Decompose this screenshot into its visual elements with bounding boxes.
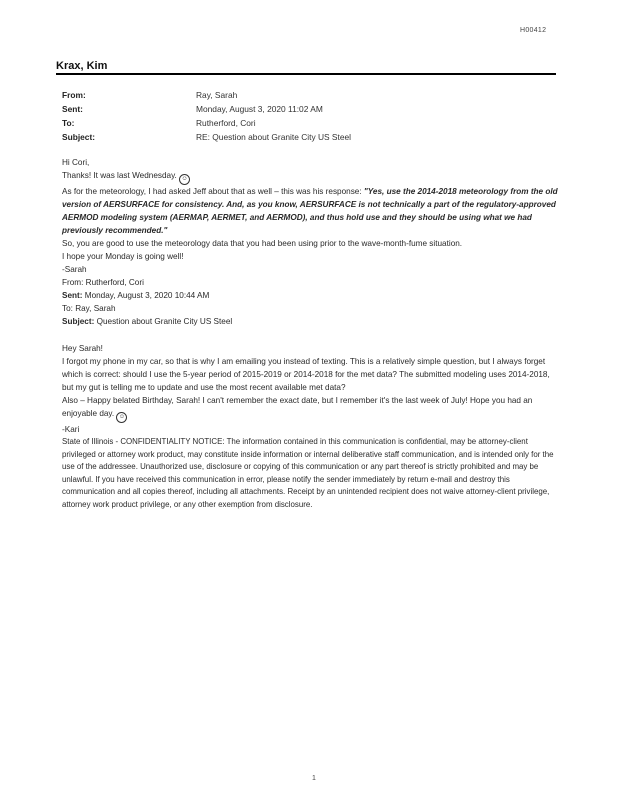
signature-kari: -Kari bbox=[62, 425, 80, 434]
from-value: Ray, Sarah bbox=[196, 90, 238, 100]
confidentiality-notice: State of Illinois - CONFIDENTIALITY NOTICE: The information contained in this communication is confidential, may be attorney-client privileged or attorney work product, may constitute inside information or internal deliberative staff communication, and is intended only for the use of the addressee. Unauthorized use, disclosure or copying of this communication or any part thereof is strictly prohibited and may be unlawful. If you have received this communication in error, please notify the sender immediately by return e-mail and destroy this communication and all copies thereof, including all attachments. Receipt by an unintended recipient does not waive attorney-client privilege, attorney work product privilege, or any other exemption from disclosure. bbox=[62, 437, 554, 509]
forwarded-subject-label: Subject: bbox=[62, 317, 95, 326]
thanks-line bbox=[62, 169, 560, 185]
from-label: From: bbox=[62, 90, 86, 100]
to-label: To: bbox=[62, 118, 75, 128]
email-body bbox=[62, 156, 560, 511]
forwarded-sent bbox=[62, 289, 560, 302]
sent-label: Sent: bbox=[62, 104, 83, 114]
forwarded-sent-label: Sent: bbox=[62, 291, 83, 300]
greeting: Hi Cori, bbox=[62, 158, 90, 167]
sent-value: Monday, August 3, 2020 11:02 AM bbox=[196, 104, 323, 114]
bates-number: H00412 bbox=[520, 27, 547, 34]
reply-greeting: Hey Sarah! bbox=[62, 344, 103, 353]
to-row bbox=[62, 116, 351, 130]
header-divider bbox=[56, 73, 556, 75]
smiley-icon: ☺ bbox=[179, 174, 190, 185]
page-number: 1 bbox=[312, 775, 316, 782]
subject-label: Subject: bbox=[62, 132, 96, 142]
reply-birthday-paragraph bbox=[62, 394, 560, 423]
birthday-text: Also – Happy belated Birthday, Sarah! I can't remember the exact date, but I remember it's the last week of July! Hope you had an enjoyable day. bbox=[62, 396, 533, 418]
meteorology-quote: "Yes, use the 2014-2018 meteorology from the old version of AERSURFACE for consistency. And, as you know, AERSURFACE is not technically a part of the regulatory-approved AERMOD modeling system (AERMAP, AERMET, and AERMOD), and thus hold use and they should be using what we had previously recommended." bbox=[62, 187, 558, 235]
thanks-text: Thanks! It was last Wednesday. bbox=[62, 171, 177, 180]
meteorology-intro: As for the meteorology, I had asked Jeff about that as well – this was his response: bbox=[62, 187, 364, 196]
subject-row bbox=[62, 130, 351, 144]
so-you-paragraph: So, you are good to use the meteorology data that you had been using prior to the wave-month-fume situation. bbox=[62, 239, 463, 248]
forwarded-from: From: Rutherford, Cori bbox=[62, 278, 144, 287]
reply-question-paragraph: I forgot my phone in my car, so that is why I am emailing you instead of texting. This is a relatively simple question, but I always forget which is correct: should I use the 5-year period of 2015-2019 or 2014-2018 for the met data? The submitted modeling uses 2014-2018, but my gut is telling me to update and use the most recent available met data? bbox=[62, 357, 550, 392]
forwarded-subject-value: Question about Granite City US Steel bbox=[96, 317, 233, 326]
forwarded-sent-value: Monday, August 3, 2020 10:44 AM bbox=[84, 291, 210, 300]
email-metadata bbox=[62, 88, 351, 144]
smiley-icon: ☺ bbox=[116, 412, 127, 423]
subject-value: RE: Question about Granite City US Steel bbox=[196, 132, 352, 142]
from-row bbox=[62, 88, 351, 102]
signature-sarah: -Sarah bbox=[62, 265, 87, 274]
to-value: Rutherford, Cori bbox=[196, 118, 256, 128]
sent-row bbox=[62, 102, 351, 116]
forwarded-header bbox=[62, 276, 560, 328]
hope-line: I hope your Monday is going well! bbox=[62, 252, 184, 261]
mailbox-owner-name: Krax, Kim bbox=[56, 60, 108, 72]
forwarded-subject bbox=[62, 315, 560, 328]
forwarded-to: To: Ray, Sarah bbox=[62, 304, 116, 313]
meteorology-paragraph bbox=[62, 185, 560, 237]
